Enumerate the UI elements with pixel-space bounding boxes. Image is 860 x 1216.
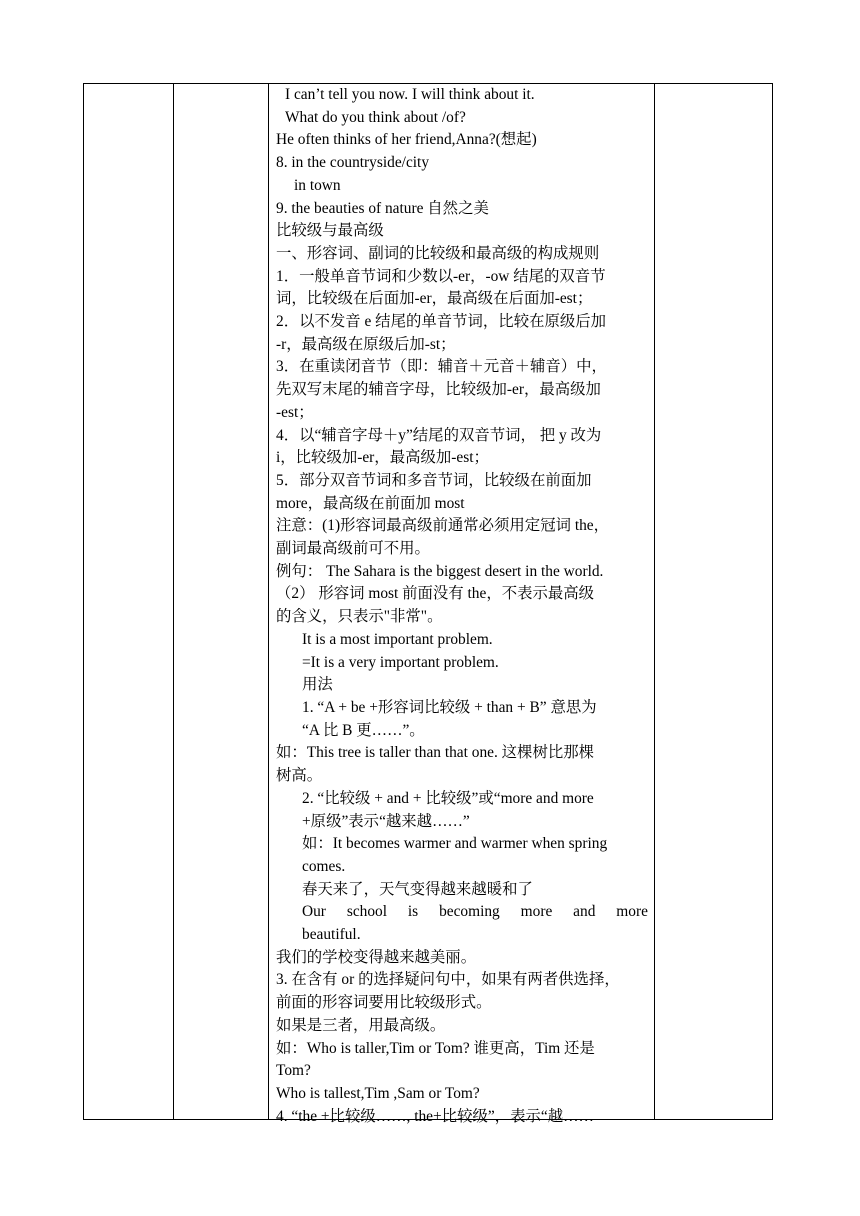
text-line: 树高。: [276, 767, 323, 785]
text-line: more，最高级在前面加 most: [276, 494, 465, 512]
text-line: 注意：(1)形容词最高级前通常必须用定冠词 the，: [276, 517, 610, 535]
text-line: i，比较级加-er，最高级加-est；: [276, 449, 489, 467]
text-line: 如：This tree is taller than that one. 这棵树比那棵: [276, 744, 595, 762]
word: more: [616, 903, 648, 921]
text-line: 副词最高级前可不用。: [276, 540, 430, 558]
text-line: What do you think about /of?: [285, 108, 466, 126]
column-divider: [173, 84, 174, 1119]
text-line: 4．以“辅音字母＋y”结尾的双音节词， 把 y 改为: [276, 426, 602, 444]
text-line: 2．以不发音 e 结尾的单音节词，比较在原级后加: [276, 313, 607, 331]
text-line: 前面的形容词要用比较级形式。: [276, 994, 492, 1012]
word: more: [520, 903, 553, 921]
text-line: He often thinks of her friend,Anna?(想起): [276, 131, 537, 149]
text-line: Who is tallest,Tim ,Sam or Tom?: [276, 1084, 480, 1102]
text-line: 的含义，只表示"非常"。: [276, 608, 443, 626]
section-heading: 比较级与最高级: [276, 222, 384, 240]
text-line: 如果是三者，用最高级。: [276, 1016, 446, 1034]
word: Our: [302, 903, 326, 921]
text-line: 9. the beauties of nature 自然之美: [276, 199, 489, 217]
text-line: in town: [294, 176, 341, 194]
text-line: 例句： The Sahara is the biggest desert in the world.: [276, 562, 604, 580]
text-line: =It is a very important problem.: [302, 653, 499, 671]
justified-text-line: [276, 901, 648, 924]
text-line: -r，最高级在原级后加-st；: [276, 335, 456, 353]
text-line: beautiful.: [302, 926, 361, 944]
text-line: “A 比 B 更……”。: [302, 721, 425, 739]
section-heading: 一、形容词、副词的比较级和最高级的构成规则: [276, 244, 600, 262]
text-line: 如：It becomes warmer and warmer when spring: [302, 835, 608, 853]
text-line: 8. in the countryside/city: [276, 154, 430, 172]
text-line: -est；: [276, 403, 314, 421]
column-divider: [654, 84, 655, 1119]
word: school: [346, 903, 388, 921]
word: is: [407, 903, 419, 921]
text-line: 词，比较级在后面加-er，最高级在后面加-est；: [276, 290, 593, 308]
text-line: 5．部分双音节词和多音节词，比较级在前面加: [276, 471, 592, 489]
text-line: 4. “the +比较级……, the+比较级”，表示“越……: [276, 1107, 594, 1125]
word: becoming: [439, 903, 500, 921]
text-line: 3. 在含有 or 的选择疑问句中，如果有两者供选择，: [276, 971, 620, 989]
text-line: （2） 形容词 most 前面没有 the，不表示最高级: [276, 585, 595, 603]
text-line: Tom?: [276, 1062, 311, 1080]
text-line: I can’t tell you now. I will think about it.: [285, 86, 535, 103]
text-line: 先双写末尾的辅音字母，比较级加-er，最高级加: [276, 381, 601, 399]
text-line: 2. “比较级 + and + 比较级”或“more and more: [302, 789, 594, 807]
text-line: 1．一般单音节词和少数以-er，-ow 结尾的双音节: [276, 267, 606, 285]
text-line: 用法: [302, 676, 333, 694]
text-line: comes.: [302, 857, 346, 875]
word: and: [573, 903, 596, 921]
text-line: 如：Who is taller,Tim or Tom? 谁更高，Tim 还是: [276, 1039, 595, 1057]
text-line: 1. “A + be +形容词比较级 + than + B” 意思为: [302, 698, 597, 716]
notes-content: [276, 84, 648, 1128]
text-line: +原级”表示“越来越……”: [302, 812, 470, 830]
text-line: 3．在重读闭音节（即：辅音＋元音＋辅音）中，: [276, 358, 607, 376]
text-line: 春天来了，天气变得越来越暖和了: [302, 880, 533, 898]
column-divider: [268, 84, 269, 1119]
text-line: It is a most important problem.: [302, 630, 493, 648]
text-line: 我们的学校变得越来越美丽。: [276, 948, 477, 966]
